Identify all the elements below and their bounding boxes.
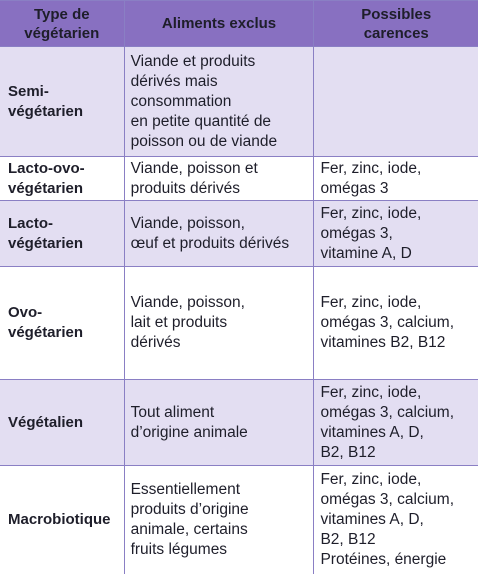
type-cell: Macrobiotique — [0, 466, 124, 574]
excluded-cell: Viande, poisson, lait et produits dérivés — [124, 267, 314, 380]
type-cell: Lacto-ovo- végétarien — [0, 157, 124, 201]
header-deficiencies: Possibles carences — [314, 1, 478, 47]
deficiencies-cell: Fer, zinc, iode, omégas 3, vitamine A, D — [314, 201, 478, 267]
excluded-cell: Viande, poisson, œuf et produits dérivés — [124, 201, 314, 267]
deficiencies-cell — [314, 47, 478, 157]
table-row — [0, 157, 478, 201]
table-row — [0, 201, 478, 267]
excluded-cell: Viande, poisson et produits dérivés — [124, 157, 314, 201]
type-cell: Ovo- végétarien — [0, 267, 124, 380]
table-row — [0, 380, 478, 466]
deficiencies-cell: Fer, zinc, iode, omégas 3 — [314, 157, 478, 201]
type-cell: Semi- végétarien — [0, 47, 124, 157]
table-header — [0, 1, 478, 47]
header-row — [0, 1, 478, 47]
type-cell: Végétalien — [0, 380, 124, 466]
deficiencies-cell: Fer, zinc, iode, omégas 3, calcium, vitamines A, D, B2, B12 — [314, 380, 478, 466]
excluded-cell: Viande et produits dérivés mais consommation en petite quantité de poisson ou de viande — [124, 47, 314, 157]
deficiencies-cell: Fer, zinc, iode, omégas 3, calcium, vitamines A, D, B2, B12 Protéines, énergie — [314, 466, 478, 574]
header-excluded-foods: Aliments exclus — [124, 1, 314, 47]
table-body — [0, 47, 478, 574]
table-row — [0, 466, 478, 574]
type-cell: Lacto- végétarien — [0, 201, 124, 267]
table-row — [0, 47, 478, 157]
excluded-cell: Essentiellement produits d’origine animale, certains fruits légumes — [124, 466, 314, 574]
excluded-cell: Tout aliment d’origine animale — [124, 380, 314, 466]
header-type: Type de végétarien — [0, 1, 124, 47]
deficiencies-cell: Fer, zinc, iode, omégas 3, calcium, vitamines B2, B12 — [314, 267, 478, 380]
table-row — [0, 267, 478, 380]
